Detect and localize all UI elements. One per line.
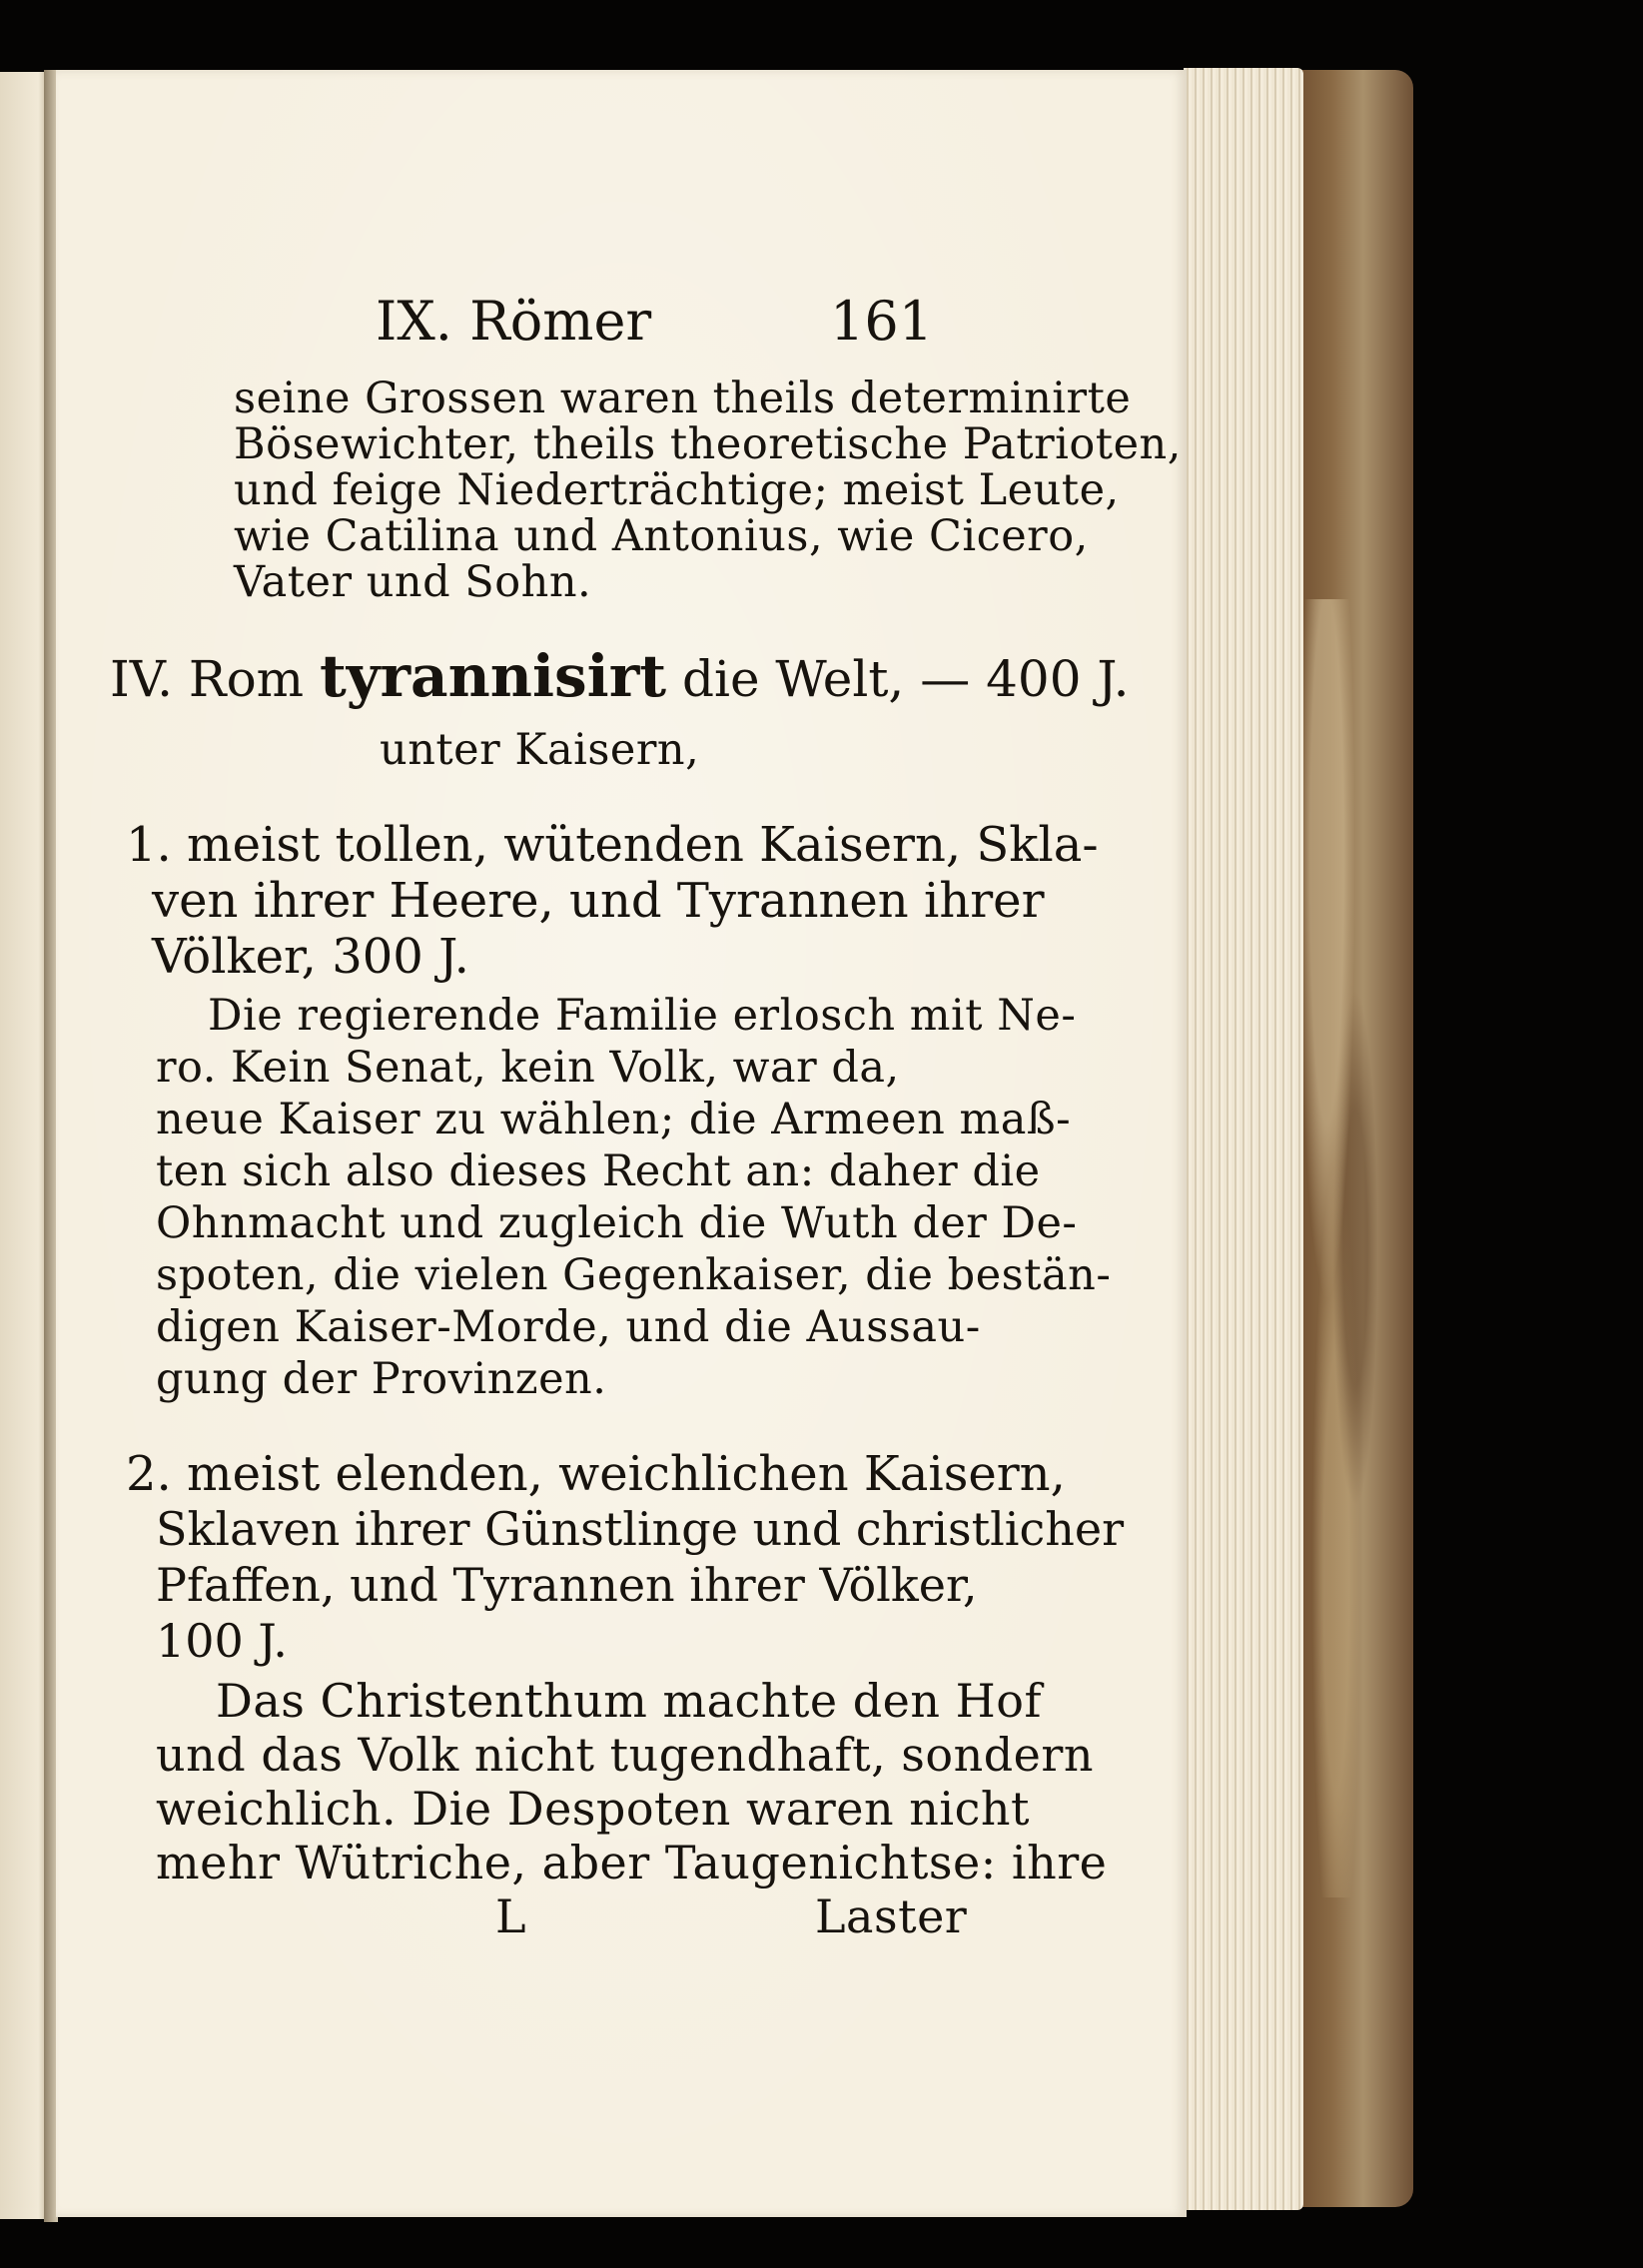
item-heading-line: Sklaven ihrer Günstlinge und christlicher [156,1502,1125,1556]
page-number: 161 [830,290,934,353]
item-heading-line: Völker, 300 J. [152,929,469,985]
section-rom: Rom [188,650,305,708]
text-line: ro. Kein Senat, kein Volk, war da, [156,1043,900,1093]
text-line: und feige Niederträchtige; meist Leute, [234,465,1120,515]
page-edges [1184,68,1303,2210]
text-line: spoten, die vielen Gegenkaiser, die bestän- [156,1250,1112,1300]
item-heading-line: ven ihrer Heere, und Tyrannen ihrer [152,873,1045,929]
section-subtitle: unter Kaisern, [380,725,700,775]
text-line: Ohnmacht und zugleich die Wuth der De- [156,1198,1078,1248]
section-heading [110,642,1130,710]
section-numeral: IV. [110,650,174,708]
item-heading-line: 1. meist tollen, wütenden Kaisern, Skla- [126,817,1099,873]
text-line: gung der Provinzen. [156,1354,607,1404]
text-line: seine Grossen waren theils determinirte [234,374,1132,423]
left-page-sliver [0,72,48,2219]
text-line: ten sich also dieses Recht an: daher die [156,1146,1041,1196]
text-line: Die regierende Familie erlosch mit Ne- [208,991,1077,1041]
text-line: Bösewichter, theils theoretische Patrioten, [234,419,1182,469]
text-line: neue Kaiser zu wählen; die Armeen maß- [156,1095,1072,1144]
running-title: IX. Römer [376,290,652,353]
text-line: mehr Wütriche, aber Taugenichtse: ihre [156,1836,1108,1890]
text-line: Vater und Sohn. [234,557,592,607]
section-keyword: tyrannisirt [320,642,667,710]
item-heading-line: Pfaffen, und Tyrannen ihrer Völker, [156,1558,978,1612]
catchword: Laster [815,1890,968,1943]
cover-marbling [1298,599,1393,1897]
text-line: digen Kaiser-Morde, und die Aussau- [156,1302,981,1352]
text-line: weichlich. Die Despoten waren nicht [156,1782,1030,1836]
item-heading-line: 100 J. [156,1614,288,1668]
signature-mark: L [495,1890,527,1943]
text-line: Das Christenthum machte den Hof [216,1674,1042,1728]
item-heading-line: 2. meist elenden, weichlichen Kaisern, [126,1446,1066,1502]
section-rest: die Welt, — 400 J. [681,650,1130,708]
book-page [56,70,1187,2217]
text-line: und das Volk nicht tugendhaft, sondern [156,1728,1095,1782]
text-line: wie Catilina und Antonius, wie Cicero, [234,511,1089,561]
